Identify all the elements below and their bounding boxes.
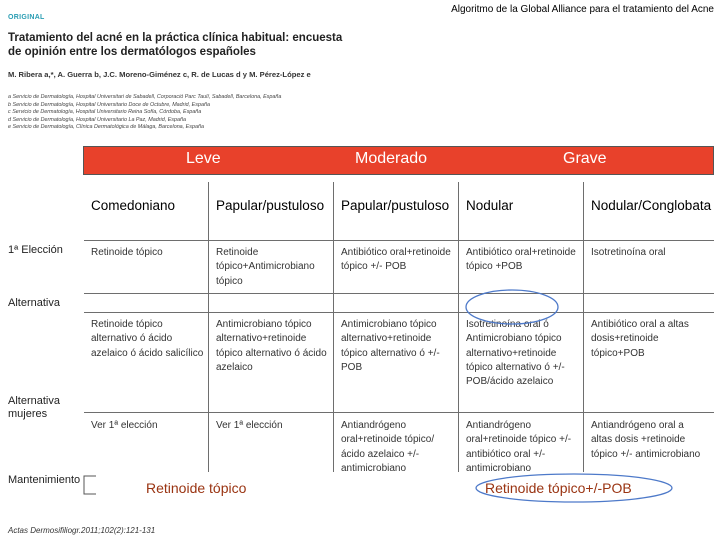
highlight-ellipse [476,474,672,502]
severity-moderado: Moderado [355,150,428,167]
table-cell: Antimicrobiano tópico alternativo+retinoide tópico alternativo ó +/- POB [341,319,440,373]
table-cell: Retinoide tópico alternativo ó ácido azelaico ó ácido salicílico [91,319,204,359]
column-header: Nodular [466,198,514,213]
paper-title: Tratamiento del acné en la práctica clínica habitual: encuesta de opinión entre los dermatólogos españoles [8,32,343,58]
table-cell: Antiandrógeno oral+retinoide tópico +/-antibiótico oral +/- antimicrobiano [466,420,572,474]
table-cell: Antibiótico oral a altas dosis+retinoide tópico+POB [591,319,689,359]
severity-grave: Grave [563,150,607,167]
severity-leve: Leve [186,150,221,167]
article-type-badge: ORIGINAL [8,14,45,21]
row-label-mantenimiento: Mantenimiento [8,474,81,486]
table-cell: Retinoide tópico [91,247,163,258]
table-cell: Isotretinoína oral ó Antimicrobiano tópico alternativo+retinoide tópico alternativo ó +/- POB/ácido azelaico [466,319,565,388]
column-header: Comedoniano [91,198,176,213]
highlight-ellipse [466,290,558,324]
column-header: Papular/pustuloso [216,198,325,213]
table-cell: Isotretinoína oral [591,247,666,258]
table-cell: Antibiótico oral+retinoide tópico +POB [466,247,576,273]
affiliation-item: e Servicio de Dermatología, Clínica Dermatológica de Málaga, Barcelona, España [8,124,204,131]
citation: Actas Dermosifiliogr.2011;102(2):121-131 [8,526,156,535]
row-label-alternativa: Alternativa [8,297,60,309]
row-label-primera: 1ª Elección [8,244,63,256]
maintenance-bracket [84,476,96,494]
affiliation-item: d Servicio de Dermatología, Hospital Universitario La Paz, Madrid, España [8,116,186,123]
table-cell: Antimicrobiano tópico alternativo+retinoide tópico alternativo ó ácido azelaico [216,319,327,373]
table-cell: Retinoide tópico+Antimicrobiano tópico [216,247,315,287]
table-cell: Ver 1ª elección [216,420,283,431]
paper-authors: M. Ribera a,*, A. Guerra b, J.C. Moreno-Giménez c, R. de Lucas d y M. Pérez-López e [8,70,311,79]
table-cell: Antiandrógeno oral+retinoide tópico/ácido azelaico +/- antimicrobiano [341,420,435,474]
affiliation-item: c Servicio de Dermatología, Hospital Universitario Reina Sofía, Córdoba, España [8,109,202,116]
table-cell: Antiandrógeno oral a altas dosis +retinoide tópico +/- antimicrobiano [591,420,701,460]
column-header: Papular/pustuloso [341,198,450,213]
maintenance-leve: Retinoide tópico [146,480,247,496]
slide-title: Algoritmo de la Global Alliance para el tratamiento del Acne [451,4,714,15]
table-cell: Antibiótico oral+retinoide tópico +/- POB [341,247,451,273]
row-label-mujeres: Alternativa mujeres [8,395,60,420]
affiliation-item: a Servicio de Dermatología, Hospital Universitari de Sabadell, Corporació Parc Taulí, Sabadell, Barcelona, España [8,94,282,100]
affiliation-item: b Servicio de Dermatología, Hospital Universitario Doce de Octubre, Madrid, España [8,101,210,108]
maintenance-grave: Retinoide tópico+/-POB [485,480,632,496]
column-header: Nodular/Conglobata [591,198,712,213]
table-cell: Ver 1ª elección [91,420,158,431]
